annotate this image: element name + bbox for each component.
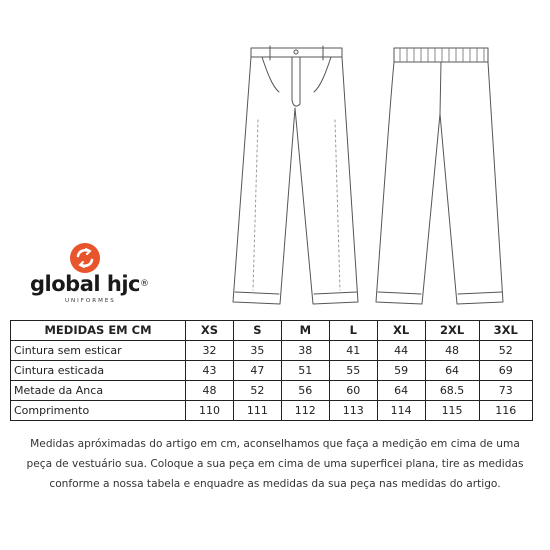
table-row (11, 381, 533, 401)
row-label: Comprimento (11, 401, 186, 421)
table-cell: 38 (281, 341, 329, 361)
table-cell: 44 (377, 341, 425, 361)
table-cell: 112 (281, 401, 329, 421)
size-table (10, 320, 533, 421)
header-size-l: L (329, 321, 377, 341)
table-cell: 48 (425, 341, 479, 361)
table-cell: 51 (281, 361, 329, 381)
header-size-s: S (233, 321, 281, 341)
table-cell: 64 (425, 361, 479, 381)
table-cell: 55 (329, 361, 377, 381)
row-label: Cintura esticada (11, 361, 186, 381)
brand-subtitle: UNIFORMES (65, 298, 116, 304)
table-cell: 52 (479, 341, 532, 361)
table-cell: 115 (425, 401, 479, 421)
table-cell: 47 (233, 361, 281, 381)
table-cell: 48 (186, 381, 234, 401)
trousers-back-view (376, 48, 503, 304)
table-cell: 113 (329, 401, 377, 421)
note-line: Medidas apróximadas do artigo em cm, aconselhamos que faça a medição em cima de uma (30, 438, 520, 450)
header-measurements: MEDIDAS EM CM (11, 321, 186, 341)
note-line: peça de vestuário sua. Coloque a sua peça em cima de uma superficei plana, tire as medidas (26, 458, 524, 470)
table-cell: 56 (281, 381, 329, 401)
table-cell: 32 (186, 341, 234, 361)
table-cell: 60 (329, 381, 377, 401)
header-size-3xl: 3XL (479, 321, 532, 341)
brand-logo (30, 243, 160, 313)
table-row (11, 361, 533, 381)
header-size-xl: XL (377, 321, 425, 341)
table-cell: 69 (479, 361, 532, 381)
header-size-m: M (281, 321, 329, 341)
table-row (11, 401, 533, 421)
measurement-note (14, 434, 536, 494)
table-cell: 73 (479, 381, 532, 401)
table-cell: 52 (233, 381, 281, 401)
table-cell: 64 (377, 381, 425, 401)
table-cell: 116 (479, 401, 532, 421)
table-cell: 110 (186, 401, 234, 421)
note-line: conforme a nossa tabela e enquadre as medidas da sua peça nas medidas do artigo. (49, 478, 501, 490)
header-size-2xl: 2XL (425, 321, 479, 341)
trousers-front-view (233, 46, 358, 304)
table-cell: 114 (377, 401, 425, 421)
table-cell: 41 (329, 341, 377, 361)
logo-swirl-icon (70, 243, 100, 273)
row-label: Metade da Anca (11, 381, 186, 401)
brand-name: global hjc® (30, 272, 149, 296)
size-table-header (11, 321, 533, 341)
table-row (11, 341, 533, 361)
row-label: Cintura sem esticar (11, 341, 186, 361)
table-cell: 35 (233, 341, 281, 361)
table-cell: 59 (377, 361, 425, 381)
header-size-xs: XS (186, 321, 234, 341)
table-cell: 68.5 (425, 381, 479, 401)
table-cell: 43 (186, 361, 234, 381)
table-cell: 111 (233, 401, 281, 421)
